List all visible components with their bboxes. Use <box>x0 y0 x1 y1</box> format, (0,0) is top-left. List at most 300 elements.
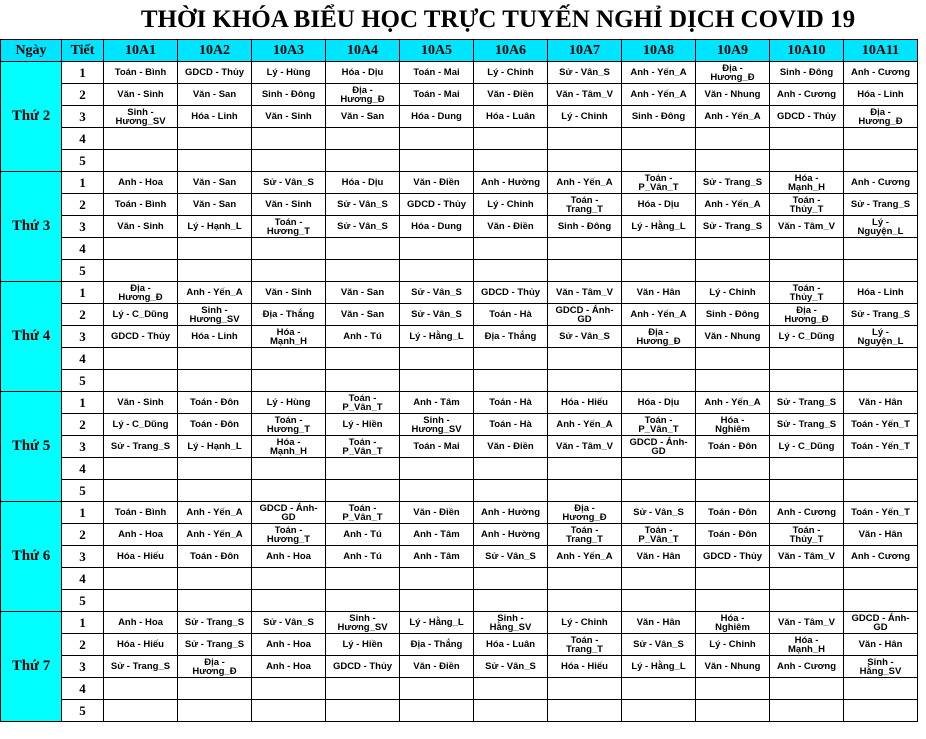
timetable-cell <box>548 128 622 150</box>
timetable-cell: GDCD - Thủy <box>178 62 252 84</box>
timetable-cell: Sử - Trang_S <box>770 414 844 436</box>
period-number: 1 <box>62 282 104 304</box>
timetable-cell <box>178 480 252 502</box>
timetable-cell: Toán - Đôn <box>696 436 770 458</box>
timetable-cell <box>770 128 844 150</box>
timetable-cell: Sử - Trang_S <box>696 216 770 238</box>
timetable-cell: Văn - Điền <box>474 436 548 458</box>
timetable-cell: Lý - C_Dũng <box>104 414 178 436</box>
timetable-cell: Lý - Hiền <box>326 414 400 436</box>
timetable-cell: Sử - Trang_S <box>844 304 918 326</box>
timetable-cell: Văn - Sinh <box>104 84 178 106</box>
timetable-cell <box>474 238 548 260</box>
period-number: 1 <box>62 392 104 414</box>
timetable-cell <box>252 700 326 722</box>
period-number: 3 <box>62 546 104 568</box>
period-number: 1 <box>62 502 104 524</box>
timetable-cell <box>696 370 770 392</box>
header-class-10a4: 10A4 <box>326 40 400 62</box>
timetable-cell: Toán - Hương_T <box>252 414 326 436</box>
timetable-cell <box>104 590 178 612</box>
header-class-10a3: 10A3 <box>252 40 326 62</box>
timetable-cell <box>844 568 918 590</box>
timetable-cell: Sử - Trang_S <box>770 392 844 414</box>
timetable-cell: Sử - Vân_S <box>474 656 548 678</box>
day-label: Thứ 4 <box>1 282 62 392</box>
timetable-cell <box>326 260 400 282</box>
timetable-cell <box>844 238 918 260</box>
timetable-cell <box>400 128 474 150</box>
header-class-10a7: 10A7 <box>548 40 622 62</box>
period-number: 2 <box>62 304 104 326</box>
timetable-cell <box>326 480 400 502</box>
timetable-cell <box>326 568 400 590</box>
timetable-cell: Địa - Hương_Đ <box>770 304 844 326</box>
timetable-cell: GDCD - Thủy <box>326 656 400 678</box>
timetable-cell: Anh - Tâm <box>400 524 474 546</box>
timetable-cell: Anh - Yến_A <box>696 392 770 414</box>
timetable-cell <box>696 678 770 700</box>
timetable-cell <box>178 260 252 282</box>
timetable-cell <box>178 150 252 172</box>
timetable-cell <box>622 458 696 480</box>
timetable-cell: Văn - Điền <box>400 172 474 194</box>
period-number: 5 <box>62 150 104 172</box>
timetable-cell: Anh - Tú <box>326 546 400 568</box>
period-number: 2 <box>62 524 104 546</box>
timetable-cell <box>548 260 622 282</box>
period-number: 5 <box>62 260 104 282</box>
timetable-cell: GDCD - Thủy <box>696 546 770 568</box>
timetable-cell <box>770 370 844 392</box>
timetable-cell: Anh - Tú <box>326 524 400 546</box>
timetable-cell <box>844 480 918 502</box>
timetable-cell <box>400 370 474 392</box>
timetable-cell: Sinh - Đông <box>252 84 326 106</box>
timetable-cell <box>326 150 400 172</box>
period-number: 5 <box>62 590 104 612</box>
timetable-cell <box>178 678 252 700</box>
period-number: 1 <box>62 172 104 194</box>
timetable-cell <box>400 348 474 370</box>
timetable-cell: Văn - Tâm_V <box>770 546 844 568</box>
timetable-cell <box>104 128 178 150</box>
timetable-cell: Hóa - Linh <box>844 282 918 304</box>
timetable-cell: Toán - Hà <box>474 414 548 436</box>
header-class-10a8: 10A8 <box>622 40 696 62</box>
timetable-cell <box>104 480 178 502</box>
timetable-cell: Hóa - Linh <box>178 326 252 348</box>
timetable-cell: Văn - Điền <box>474 216 548 238</box>
timetable-cell <box>104 458 178 480</box>
timetable-cell: Toán - Thủy_T <box>770 282 844 304</box>
period-number: 4 <box>62 128 104 150</box>
timetable-cell <box>770 150 844 172</box>
timetable-cell: Lý - Nguyện_L <box>844 326 918 348</box>
timetable-cell: Lý - Hiền <box>326 634 400 656</box>
timetable-cell <box>770 458 844 480</box>
timetable-cell <box>400 260 474 282</box>
period-number: 2 <box>62 634 104 656</box>
timetable-cell: Lý - Hùng <box>252 392 326 414</box>
timetable-cell: Sử - Vân_S <box>400 282 474 304</box>
header-class-10a1: 10A1 <box>104 40 178 62</box>
header-class-10a9: 10A9 <box>696 40 770 62</box>
timetable-cell: Toán - Trang_T <box>548 194 622 216</box>
timetable-cell: Toán - P_Vân_T <box>326 392 400 414</box>
period-number: 1 <box>62 62 104 84</box>
timetable-cell <box>622 260 696 282</box>
timetable-cell: Lý - Chinh <box>696 634 770 656</box>
period-number: 2 <box>62 414 104 436</box>
timetable-cell <box>548 480 622 502</box>
timetable-cell: Lý - Hằng_L <box>622 656 696 678</box>
timetable-cell <box>178 238 252 260</box>
timetable-cell: Toán - Yến_T <box>844 414 918 436</box>
period-number: 2 <box>62 194 104 216</box>
timetable-cell <box>178 590 252 612</box>
timetable-cell <box>844 370 918 392</box>
timetable-cell <box>844 348 918 370</box>
timetable-cell: Sinh - Đông <box>622 106 696 128</box>
timetable-cell <box>548 590 622 612</box>
timetable-cell: Địa - Hương_Đ <box>622 326 696 348</box>
timetable-cell: Văn - San <box>326 106 400 128</box>
timetable-cell: GDCD - Ánh- GD <box>622 436 696 458</box>
timetable-cell: Anh - Yến_A <box>622 62 696 84</box>
timetable-cell: Sử - Trang_S <box>696 172 770 194</box>
timetable-cell: Lý - Chinh <box>548 106 622 128</box>
timetable-cell <box>622 348 696 370</box>
timetable-cell <box>474 480 548 502</box>
timetable-cell: Hóa - Mạnh_H <box>770 172 844 194</box>
timetable-cell <box>696 128 770 150</box>
timetable-cell <box>252 348 326 370</box>
timetable-cell: Lý - C_Dũng <box>104 304 178 326</box>
timetable-cell: Văn - Điền <box>474 84 548 106</box>
header-class-10a2: 10A2 <box>178 40 252 62</box>
header-class-10a6: 10A6 <box>474 40 548 62</box>
timetable-cell: Lý - Chinh <box>696 282 770 304</box>
timetable-cell <box>770 678 844 700</box>
timetable-cell <box>326 128 400 150</box>
timetable-cell: GDCD - Thủy <box>474 282 548 304</box>
timetable-cell: Anh - Hoa <box>104 172 178 194</box>
timetable-cell: Sử - Trang_S <box>104 656 178 678</box>
timetable-cell: Văn - San <box>178 194 252 216</box>
timetable-cell <box>548 348 622 370</box>
timetable-cell: Hóa - Mạnh_H <box>252 436 326 458</box>
timetable-cell: Hóa - Mạnh_H <box>252 326 326 348</box>
timetable-cell: Hóa - Mạnh_H <box>770 634 844 656</box>
timetable-cell: Văn - Sinh <box>104 216 178 238</box>
timetable-cell: Hóa - Hiếu <box>548 656 622 678</box>
timetable-cell: Anh - Cương <box>844 546 918 568</box>
timetable-cell: Toán - Đôn <box>178 546 252 568</box>
timetable-cell: Hóa - Hiếu <box>104 546 178 568</box>
timetable-cell <box>548 370 622 392</box>
timetable-cell: Văn - San <box>178 84 252 106</box>
timetable-cell: Toán - P_Vân_T <box>622 172 696 194</box>
timetable-cell <box>770 238 844 260</box>
timetable-cell <box>844 128 918 150</box>
timetable-cell: GDCD - Ánh- GD <box>844 612 918 634</box>
timetable-cell: Địa - Thắng <box>252 304 326 326</box>
period-number: 3 <box>62 326 104 348</box>
timetable-cell: Hóa - Hiếu <box>104 634 178 656</box>
timetable-cell <box>178 458 252 480</box>
timetable-cell: Lý - Chinh <box>548 612 622 634</box>
timetable-cell: Sinh - Hằng_SV <box>844 656 918 678</box>
period-number: 3 <box>62 656 104 678</box>
header-class-10a11: 10A11 <box>844 40 918 62</box>
timetable-cell: Toán - Hương_T <box>252 216 326 238</box>
timetable-cell: Lý - Hằng_L <box>400 326 474 348</box>
timetable-cell: Văn - Sinh <box>252 194 326 216</box>
timetable-cell: Sử - Vân_S <box>622 634 696 656</box>
timetable-cell: Địa - Hương_Đ <box>696 62 770 84</box>
header-period: Tiết <box>62 40 104 62</box>
period-number: 5 <box>62 480 104 502</box>
day-label: Thứ 2 <box>1 62 62 172</box>
timetable-cell <box>622 480 696 502</box>
timetable-cell <box>400 700 474 722</box>
timetable-cell: Lý - Chinh <box>474 62 548 84</box>
timetable-cell <box>252 678 326 700</box>
timetable-cell: Địa - Hương_Đ <box>844 106 918 128</box>
timetable-cell: Toán - Yến_T <box>844 436 918 458</box>
timetable-cell: Toán - Đôn <box>696 502 770 524</box>
timetable-cell <box>548 700 622 722</box>
timetable-cell: Anh - Hoa <box>252 546 326 568</box>
timetable-cell: Văn - Sinh <box>252 282 326 304</box>
timetable-cell <box>696 348 770 370</box>
timetable-cell: Anh - Yến_A <box>696 194 770 216</box>
timetable-cell: Toán - Mai <box>400 62 474 84</box>
timetable-cell: Địa - Hương_Đ <box>178 656 252 678</box>
timetable-cell: Văn - Sinh <box>252 106 326 128</box>
timetable-cell: Anh - Hoa <box>104 524 178 546</box>
timetable-cell: GDCD - Ánh- GD <box>252 502 326 524</box>
timetable-cell: Anh - Yến_A <box>696 106 770 128</box>
timetable-cell: Anh - Yến_A <box>178 524 252 546</box>
timetable-cell: Anh - Yến_A <box>548 546 622 568</box>
period-number: 5 <box>62 370 104 392</box>
timetable-cell: Toán - Yến_T <box>844 502 918 524</box>
timetable-cell: Văn - San <box>178 172 252 194</box>
timetable-cell <box>696 480 770 502</box>
timetable-cell: Hóa - Linh <box>178 106 252 128</box>
timetable-cell: Toán - Trang_T <box>548 634 622 656</box>
timetable-cell <box>770 568 844 590</box>
timetable-cell: Lý - Hạnh_L <box>178 436 252 458</box>
timetable-cell: Lý - Nguyện_L <box>844 216 918 238</box>
timetable-cell <box>844 678 918 700</box>
day-label: Thứ 7 <box>1 612 62 722</box>
timetable-cell: Anh - Hoa <box>104 612 178 634</box>
timetable-cell: Toán - Bình <box>104 194 178 216</box>
timetable-cell: Hóa - Linh <box>844 84 918 106</box>
timetable-cell: Sinh - Hương_SV <box>104 106 178 128</box>
timetable-cell: Sinh - Đông <box>696 304 770 326</box>
timetable-cell: Toán - P_Vân_T <box>326 436 400 458</box>
timetable-grid <box>0 39 918 722</box>
timetable-cell <box>326 370 400 392</box>
timetable-cell <box>104 260 178 282</box>
timetable-cell <box>400 678 474 700</box>
timetable-cell <box>622 128 696 150</box>
timetable-cell <box>326 348 400 370</box>
timetable-cell <box>400 480 474 502</box>
timetable-cell: Toán - Mai <box>400 84 474 106</box>
timetable-cell <box>622 150 696 172</box>
timetable-cell: Anh - Cương <box>770 502 844 524</box>
timetable-cell <box>770 480 844 502</box>
day-label: Thứ 5 <box>1 392 62 502</box>
timetable-cell: GDCD - Ánh- GD <box>548 304 622 326</box>
timetable-cell <box>178 700 252 722</box>
timetable-cell <box>770 590 844 612</box>
day-label: Thứ 3 <box>1 172 62 282</box>
timetable-cell <box>548 238 622 260</box>
timetable-cell <box>104 238 178 260</box>
timetable-cell: Hóa - Dung <box>400 216 474 238</box>
timetable-cell <box>400 568 474 590</box>
timetable-cell <box>326 678 400 700</box>
timetable-cell <box>844 590 918 612</box>
timetable-cell: Hóa - Dung <box>400 106 474 128</box>
timetable-cell: Toán - P_Vân_T <box>326 502 400 524</box>
timetable-cell: Văn - Hân <box>844 392 918 414</box>
timetable-cell: Sinh - Hương_SV <box>326 612 400 634</box>
timetable-cell: Văn - Tâm_V <box>548 282 622 304</box>
timetable-cell <box>252 458 326 480</box>
period-number: 3 <box>62 216 104 238</box>
timetable-cell <box>696 458 770 480</box>
timetable-cell: Anh - Yến_A <box>178 282 252 304</box>
timetable-cell: Sử - Vân_S <box>326 194 400 216</box>
timetable-cell <box>548 458 622 480</box>
timetable-cell <box>104 568 178 590</box>
timetable-cell: Toán - Mai <box>400 436 474 458</box>
timetable-cell <box>844 458 918 480</box>
timetable-cell <box>326 458 400 480</box>
timetable-cell <box>104 150 178 172</box>
timetable-cell <box>400 458 474 480</box>
timetable-cell: Văn - Tâm_V <box>770 612 844 634</box>
header-class-10a5: 10A5 <box>400 40 474 62</box>
timetable-cell <box>178 568 252 590</box>
timetable-cell <box>326 238 400 260</box>
timetable-cell: GDCD - Thủy <box>104 326 178 348</box>
timetable-cell <box>696 260 770 282</box>
timetable-cell: Hóa - Luân <box>474 106 548 128</box>
period-number: 4 <box>62 678 104 700</box>
timetable-cell <box>178 348 252 370</box>
timetable-cell: Toán - Thủy_T <box>770 194 844 216</box>
timetable-cell: Sinh - Hương_SV <box>400 414 474 436</box>
timetable-cell: Hóa - Dịu <box>326 62 400 84</box>
timetable-cell: Lý - Hằng_L <box>622 216 696 238</box>
timetable-cell: Hóa - Nghiêm <box>696 612 770 634</box>
timetable-cell: GDCD - Thủy <box>400 194 474 216</box>
timetable-cell: Anh - Cương <box>844 62 918 84</box>
timetable-cell <box>548 568 622 590</box>
timetable-cell: Lý - C_Dũng <box>770 326 844 348</box>
period-number: 4 <box>62 348 104 370</box>
timetable-cell: Sử - Vân_S <box>548 62 622 84</box>
timetable-cell: Anh - Hường <box>474 524 548 546</box>
timetable-cell <box>696 150 770 172</box>
timetable-cell: Địa - Hương_Đ <box>548 502 622 524</box>
timetable-cell <box>252 370 326 392</box>
timetable-cell: Toán - Đôn <box>178 392 252 414</box>
timetable-cell: Sử - Vân_S <box>474 546 548 568</box>
timetable-cell: Văn - Nhung <box>696 656 770 678</box>
timetable-cell: Địa - Hương_Đ <box>104 282 178 304</box>
timetable-cell: Anh - Cương <box>770 84 844 106</box>
timetable-cell <box>770 260 844 282</box>
timetable-cell <box>474 150 548 172</box>
timetable-cell <box>252 590 326 612</box>
timetable-cell: Văn - San <box>326 304 400 326</box>
timetable-cell <box>474 590 548 612</box>
timetable-cell: Sử - Trang_S <box>178 612 252 634</box>
timetable-cell: Sinh - Đông <box>770 62 844 84</box>
timetable-cell <box>622 590 696 612</box>
timetable-cell: Địa - Thắng <box>474 326 548 348</box>
period-number: 3 <box>62 106 104 128</box>
timetable-cell: Anh - Tú <box>326 326 400 348</box>
timetable-cell: Lý - Chinh <box>474 194 548 216</box>
timetable-cell: Hóa - Dịu <box>622 194 696 216</box>
timetable-cell <box>696 238 770 260</box>
period-number: 2 <box>62 84 104 106</box>
timetable-cell: Văn - Hân <box>622 546 696 568</box>
timetable-cell <box>622 568 696 590</box>
day-label: Thứ 6 <box>1 502 62 612</box>
timetable-cell <box>548 150 622 172</box>
timetable-cell <box>474 348 548 370</box>
timetable-cell <box>326 700 400 722</box>
timetable-cell <box>326 590 400 612</box>
timetable-cell: Sử - Trang_S <box>104 436 178 458</box>
timetable-cell: Anh - Hường <box>474 172 548 194</box>
timetable-cell: Sử - Trang_S <box>178 634 252 656</box>
timetable-cell <box>252 260 326 282</box>
timetable-cell: Văn - Tâm_V <box>548 436 622 458</box>
timetable-cell: Lý - Hùng <box>252 62 326 84</box>
timetable-cell: Văn - Sinh <box>104 392 178 414</box>
timetable-cell <box>474 700 548 722</box>
timetable-cell <box>474 568 548 590</box>
timetable-cell: Hóa - Luân <box>474 634 548 656</box>
timetable-cell <box>252 480 326 502</box>
timetable-cell: Anh - Tâm <box>400 546 474 568</box>
timetable-cell <box>178 370 252 392</box>
timetable-cell: Sinh - Đông <box>548 216 622 238</box>
timetable-cell: Hóa - Nghiêm <box>696 414 770 436</box>
timetable-cell: Hóa - Dịu <box>622 392 696 414</box>
timetable-cell: Sử - Trang_S <box>844 194 918 216</box>
timetable-cell <box>696 568 770 590</box>
timetable-cell: Sử - Vân_S <box>326 216 400 238</box>
timetable-cell: Lý - C_Dũng <box>770 436 844 458</box>
timetable-cell <box>474 370 548 392</box>
timetable-cell <box>474 128 548 150</box>
timetable-cell: Anh - Yến_A <box>178 502 252 524</box>
timetable-cell <box>252 128 326 150</box>
